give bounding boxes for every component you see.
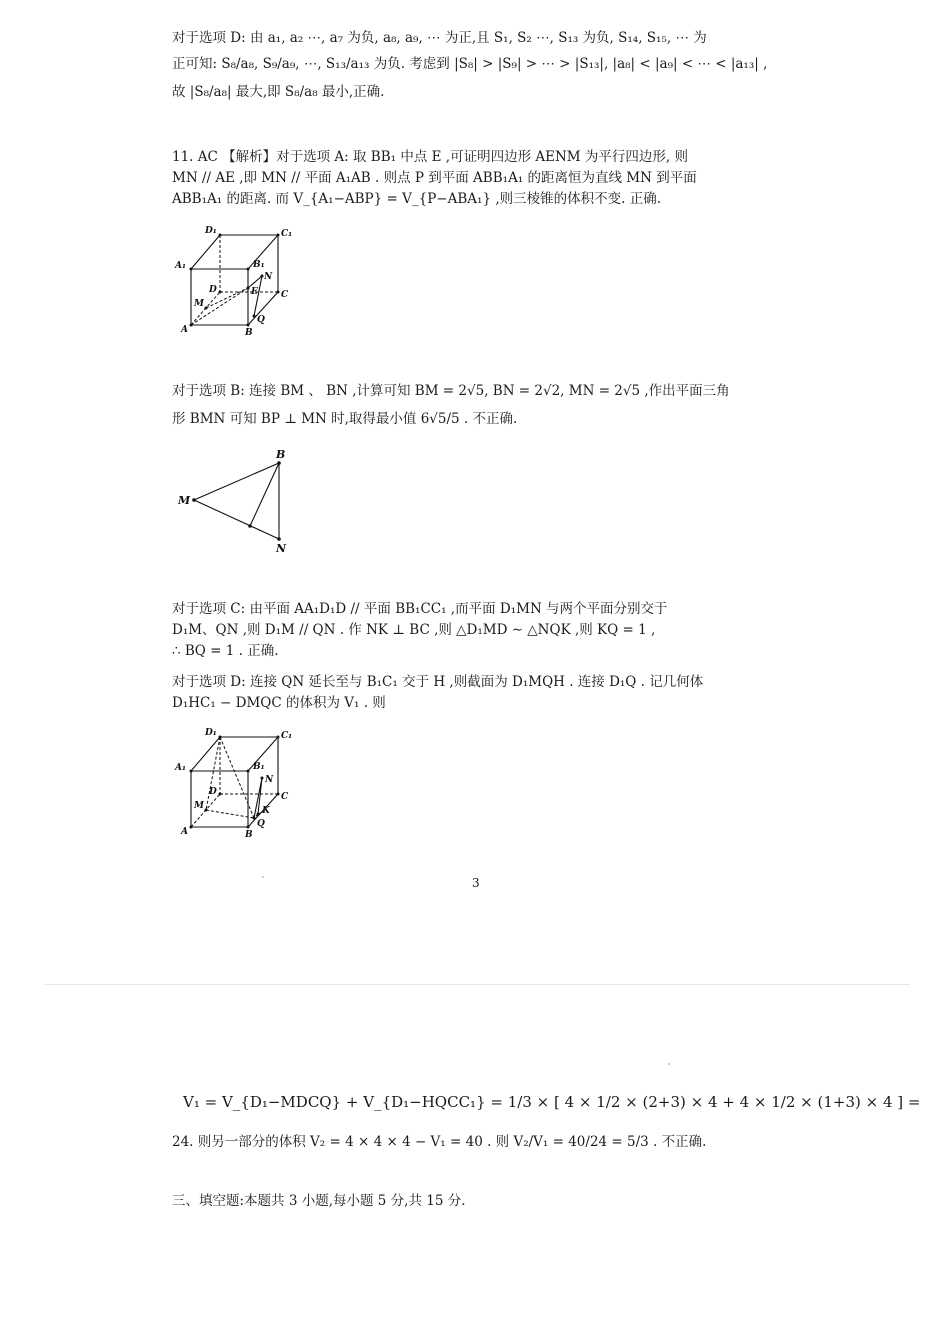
label-a: A xyxy=(181,325,188,335)
label-c1: C₁ xyxy=(281,229,293,239)
section-heading: 三、填空题:本题共 3 小题,每小题 5 分,共 15 分. xyxy=(172,1193,466,1209)
page-number: 3 xyxy=(472,876,480,890)
label-c1: C₁ xyxy=(281,731,293,741)
q11-a-line-1: 11. AC 【解析】对于选项 A: 取 BB₁ 中点 E ,可证明四边形 AENM 为平行四边形, 则 xyxy=(172,149,688,165)
volume-formula-continued: 24. 则另一部分的体积 V₂ = 4 × 4 × 4 − V₁ = 40 . 则 V₂/V₁ = 40/24 = 5/3 . 不正确. xyxy=(172,1134,707,1150)
option-d-line-3: 故 |S₈/a₈| 最大,即 S₈/a₈ 最小,正确. xyxy=(172,84,385,100)
label-q: Q xyxy=(257,819,265,829)
q11-d-line-2: D₁HC₁ − DMQC 的体积为 V₁ . 则 xyxy=(172,695,386,711)
label-d1: D₁ xyxy=(205,226,217,236)
label-b1: B₁ xyxy=(253,762,265,772)
label-a1: A₁ xyxy=(175,261,186,271)
label-b: B xyxy=(245,830,253,840)
label-n: N xyxy=(264,272,273,282)
q11-c-line-3: ∴ BQ = 1 . 正确. xyxy=(172,643,279,659)
q11-b-line-2: 形 BMN 可知 BP ⊥ MN 时,取得最小值 6√5/5 . 不正确. xyxy=(172,411,518,427)
label-b: B xyxy=(276,448,286,461)
label-q: Q xyxy=(257,315,265,325)
label-n: N xyxy=(265,775,274,785)
q11-b-line-1: 对于选项 B: 连接 BM 、 BN ,计算可知 BM = 2√5, BN = 2√2, MN = 2√5 ,作出平面三角 xyxy=(172,383,730,399)
volume-formula: V₁ = V_{D₁−MDCQ} + V_{D₁−HQCC₁} = 1/3 × [ 4 × 1/2 × (2+3) × 4 + 4 × 1/2 × (1+3) × 4 ] = xyxy=(183,1093,921,1111)
label-d1: D₁ xyxy=(205,728,217,738)
label-c: C xyxy=(281,792,289,802)
q11-d-line-1: 对于选项 D: 连接 QN 延长至与 B₁C₁ 交于 H ,则截面为 D₁MQH . 连接 D₁Q . 记几何体 xyxy=(172,674,704,690)
cube-figure-1 xyxy=(172,222,307,340)
label-b: B xyxy=(245,328,253,338)
q11-a-line-3: ABB₁A₁ 的距离. 而 V_{A₁−ABP} = V_{P−ABA₁} ,则三棱锥的体积不变. 正确. xyxy=(172,191,661,207)
q11-a-line-2: MN // AE ,即 MN // 平面 A₁AB . 则点 P 到平面 ABB₁A₁ 的距离恒为直线 MN 到平面 xyxy=(172,170,697,186)
q11-c-line-2: D₁M、QN ,则 D₁M // QN . 作 NK ⊥ BC ,则 △D₁MD ∼ △NQK ,则 KQ = 1 , xyxy=(172,622,656,638)
label-e: E xyxy=(251,287,258,297)
page-divider xyxy=(44,984,910,985)
cube-figure-2 xyxy=(172,724,307,842)
triangle-figure xyxy=(172,446,302,558)
label-c: C xyxy=(281,290,289,300)
label-b1: B₁ xyxy=(253,260,265,270)
label-d: D xyxy=(209,787,217,797)
option-d-line-2: 正可知: S₈/a₈, S₉/a₉, ⋯, S₁₃/a₁₃ 为负. 考虑到 |S₈| > |S₉| > ⋯ > |S₁₃|, |a₈| < |a₉| < ⋯ < |a₁₃| , xyxy=(172,56,768,72)
label-d: D xyxy=(209,285,217,295)
label-a: A xyxy=(181,827,188,837)
label-n: N xyxy=(276,542,287,555)
label-a1: A₁ xyxy=(175,763,186,773)
label-m: M xyxy=(178,494,191,507)
label-m: M xyxy=(194,299,204,309)
label-k: K xyxy=(262,806,270,816)
label-m: M xyxy=(194,801,204,811)
option-d-line-1: 对于选项 D: 由 a₁, a₂ ⋯, a₇ 为负, a₈, a₉, ⋯ 为正,且 S₁, S₂ ⋯, S₁₃ 为负, S₁₄, S₁₅, ⋯ 为 xyxy=(172,30,707,46)
q11-c-line-1: 对于选项 C: 由平面 AA₁D₁D // 平面 BB₁CC₁ ,而平面 D₁MN 与两个平面分别交于 xyxy=(172,601,668,617)
